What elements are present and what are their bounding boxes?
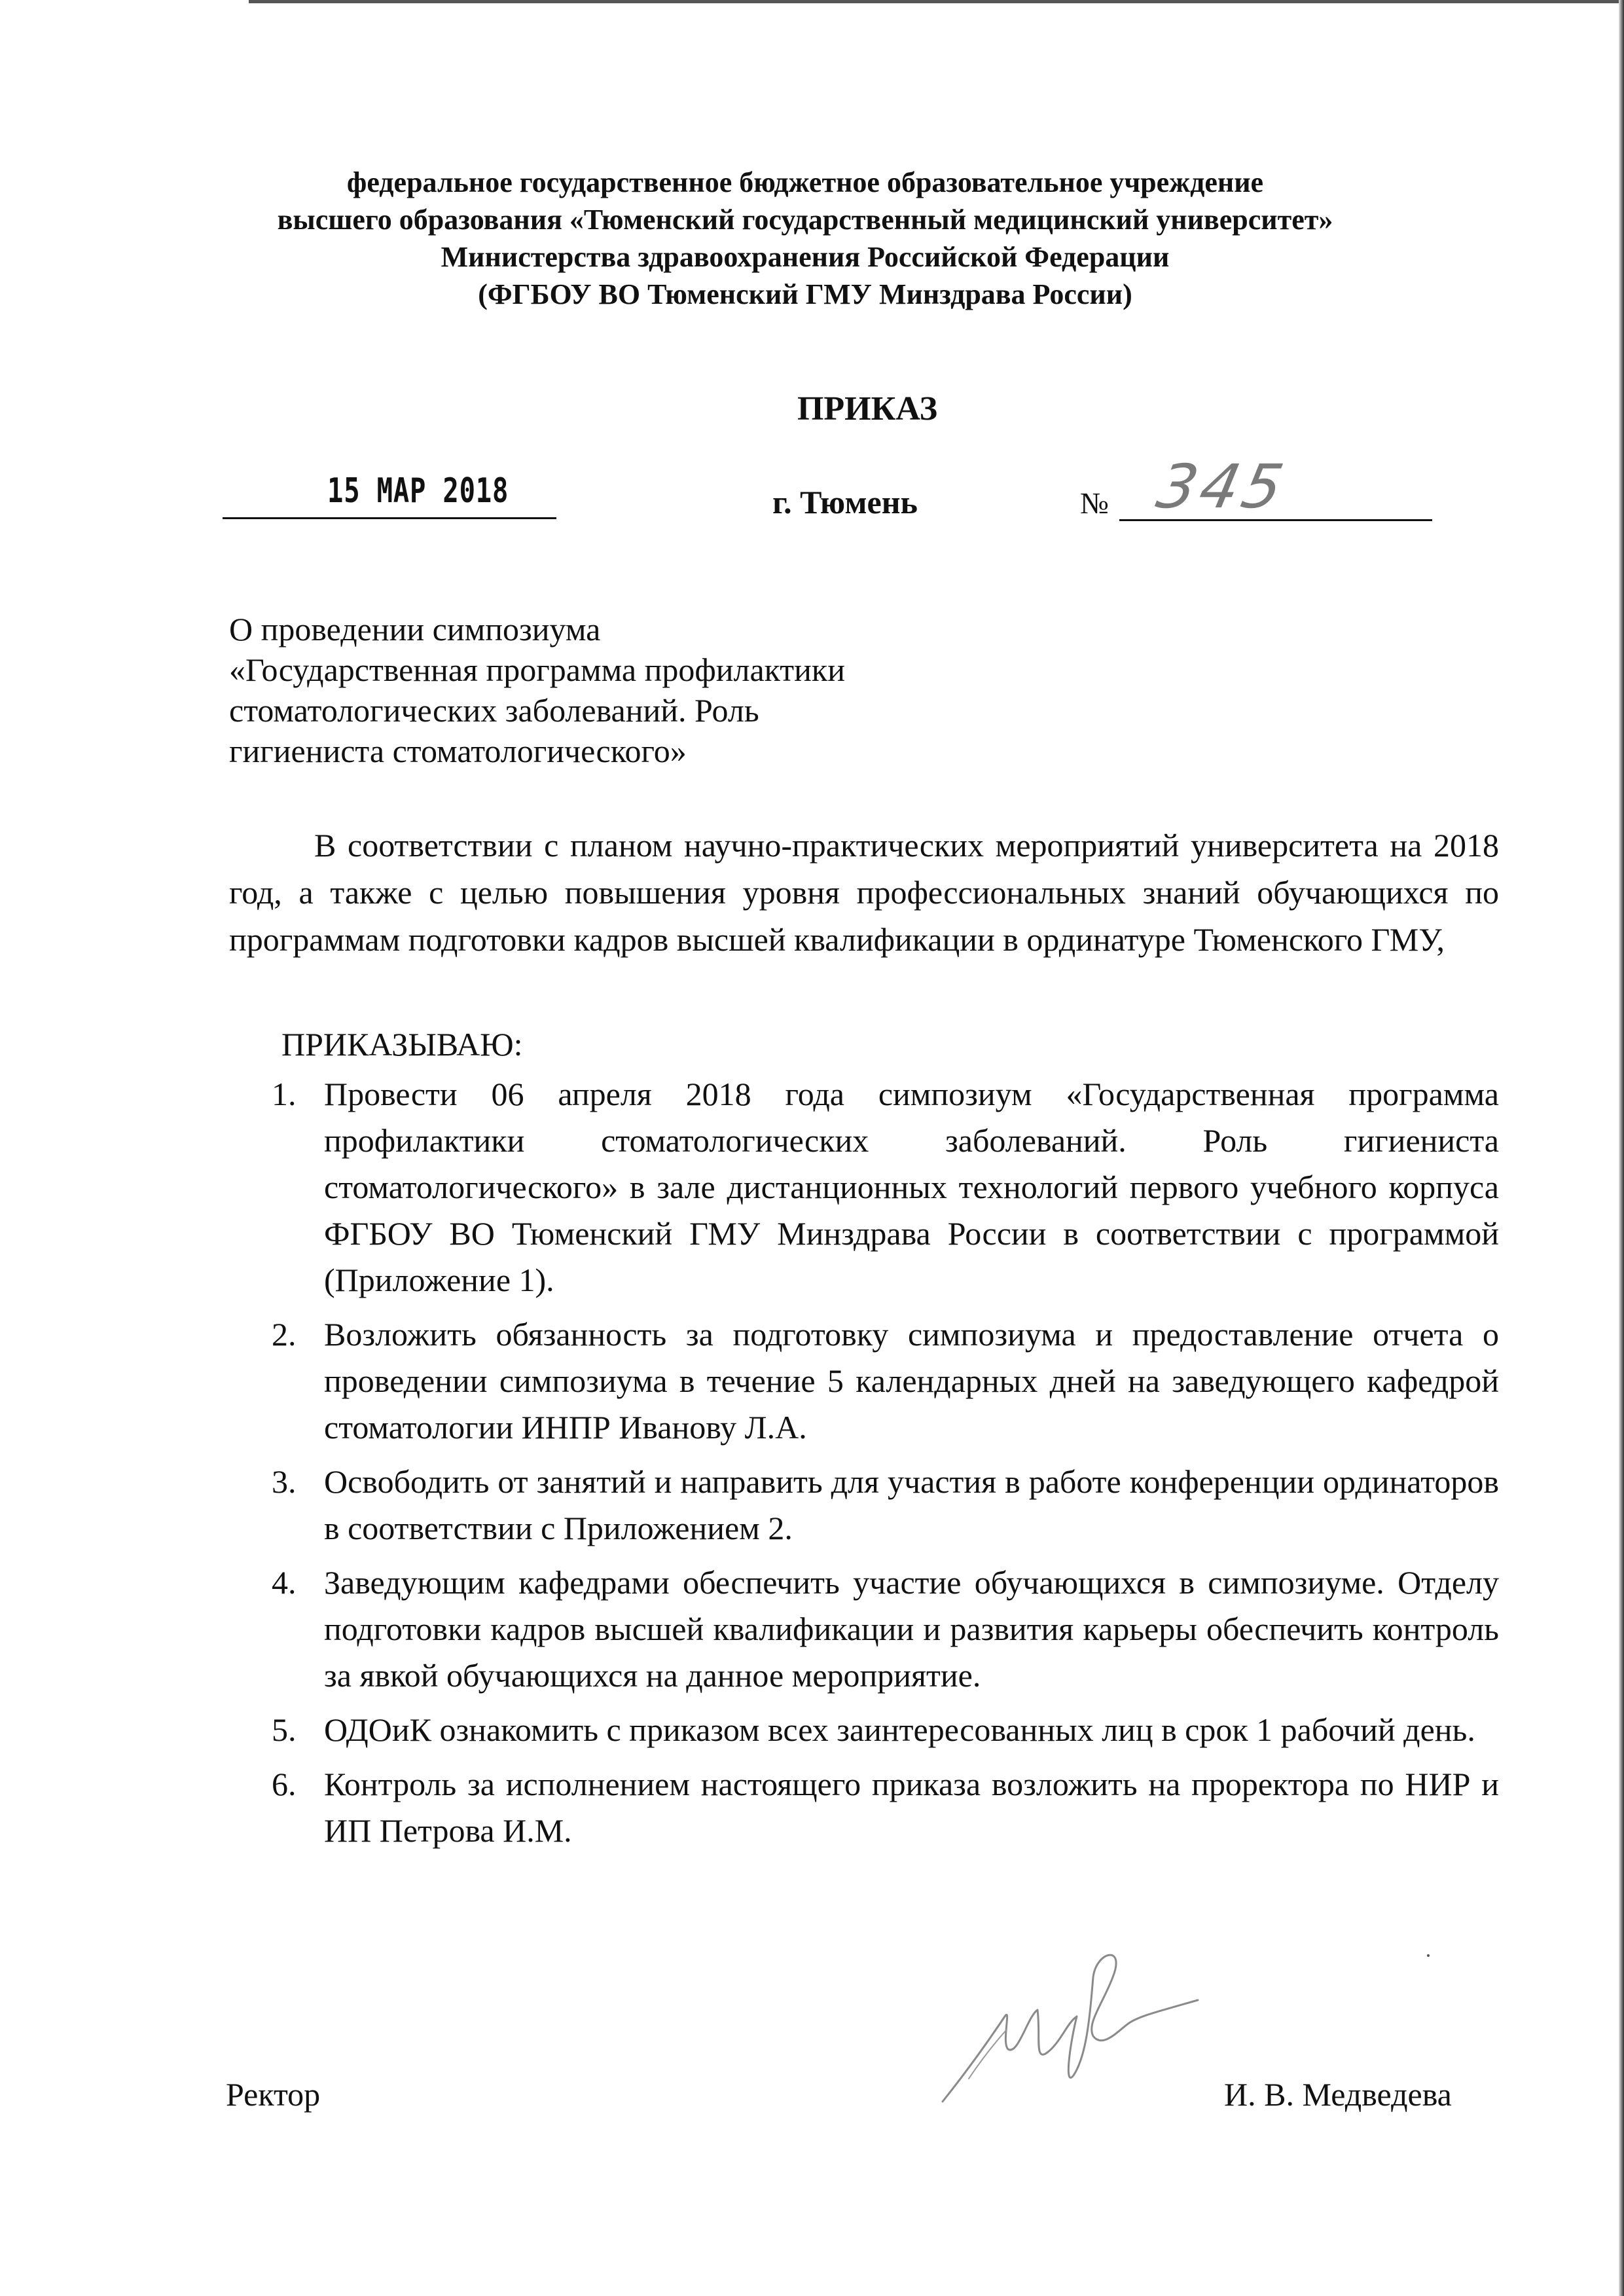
item-number: 5. bbox=[272, 1711, 297, 1748]
number-sign: № bbox=[1080, 486, 1109, 520]
subject-line-4: гигиениста стоматологического» bbox=[229, 733, 687, 769]
item-text: Освободить от занятий и направить для участия в работе конференции ординаторов в соответствии с Приложением 2. bbox=[324, 1463, 1499, 1546]
header-line-2: высшего образования «Тюменский государственный медицинский университет» bbox=[277, 204, 1333, 236]
document-header bbox=[196, 164, 1414, 313]
order-item bbox=[265, 1707, 1499, 1753]
item-text: Заведующим кафедрами обеспечить участие обучающихся в симпозиуме. Отделу подготовки кадров высшей квалификации и развития карьеры обеспечить контроль за явкой обучающихся на данное мероприятие. bbox=[324, 1564, 1499, 1694]
order-item bbox=[265, 1559, 1499, 1699]
scan-edge-right bbox=[1619, 0, 1624, 2296]
item-number: 1. bbox=[272, 1076, 297, 1112]
order-title: ПРИКАЗ bbox=[797, 390, 938, 428]
scan-speck bbox=[1427, 1954, 1430, 1957]
order-item bbox=[265, 1459, 1499, 1552]
scan-edge-top bbox=[249, 0, 1624, 3]
date-stamp: 15 МАР 2018 bbox=[327, 471, 509, 511]
item-number: 3. bbox=[272, 1463, 297, 1500]
handwritten-signature bbox=[929, 1938, 1204, 2108]
preamble-paragraph: В соответствии с планом научно-практических мероприятий университета на 2018 год, а также с целью повышения уровня профессиональных знаний обучающихся по программам подготовки кадров высшей квалификации в ординатуре Тюменского ГМУ, bbox=[229, 827, 1499, 958]
item-number: 4. bbox=[272, 1564, 297, 1601]
subject-line-3: стоматологических заболеваний. Роль bbox=[229, 692, 759, 729]
order-item bbox=[265, 1311, 1499, 1451]
subject-line-2: «Государственная программа профилактики bbox=[229, 651, 845, 688]
order-items-list bbox=[265, 1071, 1499, 1862]
city: г. Тюмень bbox=[772, 484, 918, 520]
header-line-1: федеральное государственное бюджетное образовательное учреждение bbox=[346, 166, 1264, 198]
subject-line-1: О проведении симпозиума bbox=[229, 611, 601, 647]
number-underline bbox=[1119, 519, 1432, 521]
order-item bbox=[265, 1761, 1499, 1854]
item-text: Возложить обязанность за подготовку симпозиума и предоставление отчета о проведении симпозиума в течение 5 календарных дней на заведующего кафедрой стоматологии ИНПР Иванову Л.А. bbox=[324, 1316, 1499, 1446]
order-item bbox=[265, 1071, 1499, 1303]
order-number: 345 bbox=[1151, 452, 1293, 522]
item-text: Провести 06 апреля 2018 года симпозиум «Государственная программа профилактики стоматологических заболеваний. Роль гигиениста стоматологического» в зале дистанционных технологий первого учебного корпуса ФГБОУ ВО Тюменский ГМУ Минздрава России в соответствии с программой (Приложение 1). bbox=[324, 1076, 1499, 1298]
header-line-3: Министерства здравоохранения Российской Федерации bbox=[441, 241, 1170, 273]
header-line-4: (ФГБОУ ВО Тюменский ГМУ Минздрава России) bbox=[478, 278, 1132, 310]
item-number: 2. bbox=[272, 1316, 297, 1353]
signatory-position: Ректор bbox=[226, 2076, 321, 2113]
date-underline bbox=[223, 517, 556, 519]
item-text: Контроль за исполнением настоящего приказа возложить на проректора по НИР и ИП Петрова И.М. bbox=[324, 1766, 1499, 1849]
item-text: ОДОиК ознакомить с приказом всех заинтересованных лиц в срок 1 рабочий день. bbox=[324, 1711, 1475, 1748]
directive-heading: ПРИКАЗЫВАЮ: bbox=[281, 1026, 523, 1063]
item-number: 6. bbox=[272, 1766, 297, 1802]
signatory-name: И. В. Медведева bbox=[1224, 2076, 1452, 2113]
order-subject bbox=[229, 609, 845, 771]
